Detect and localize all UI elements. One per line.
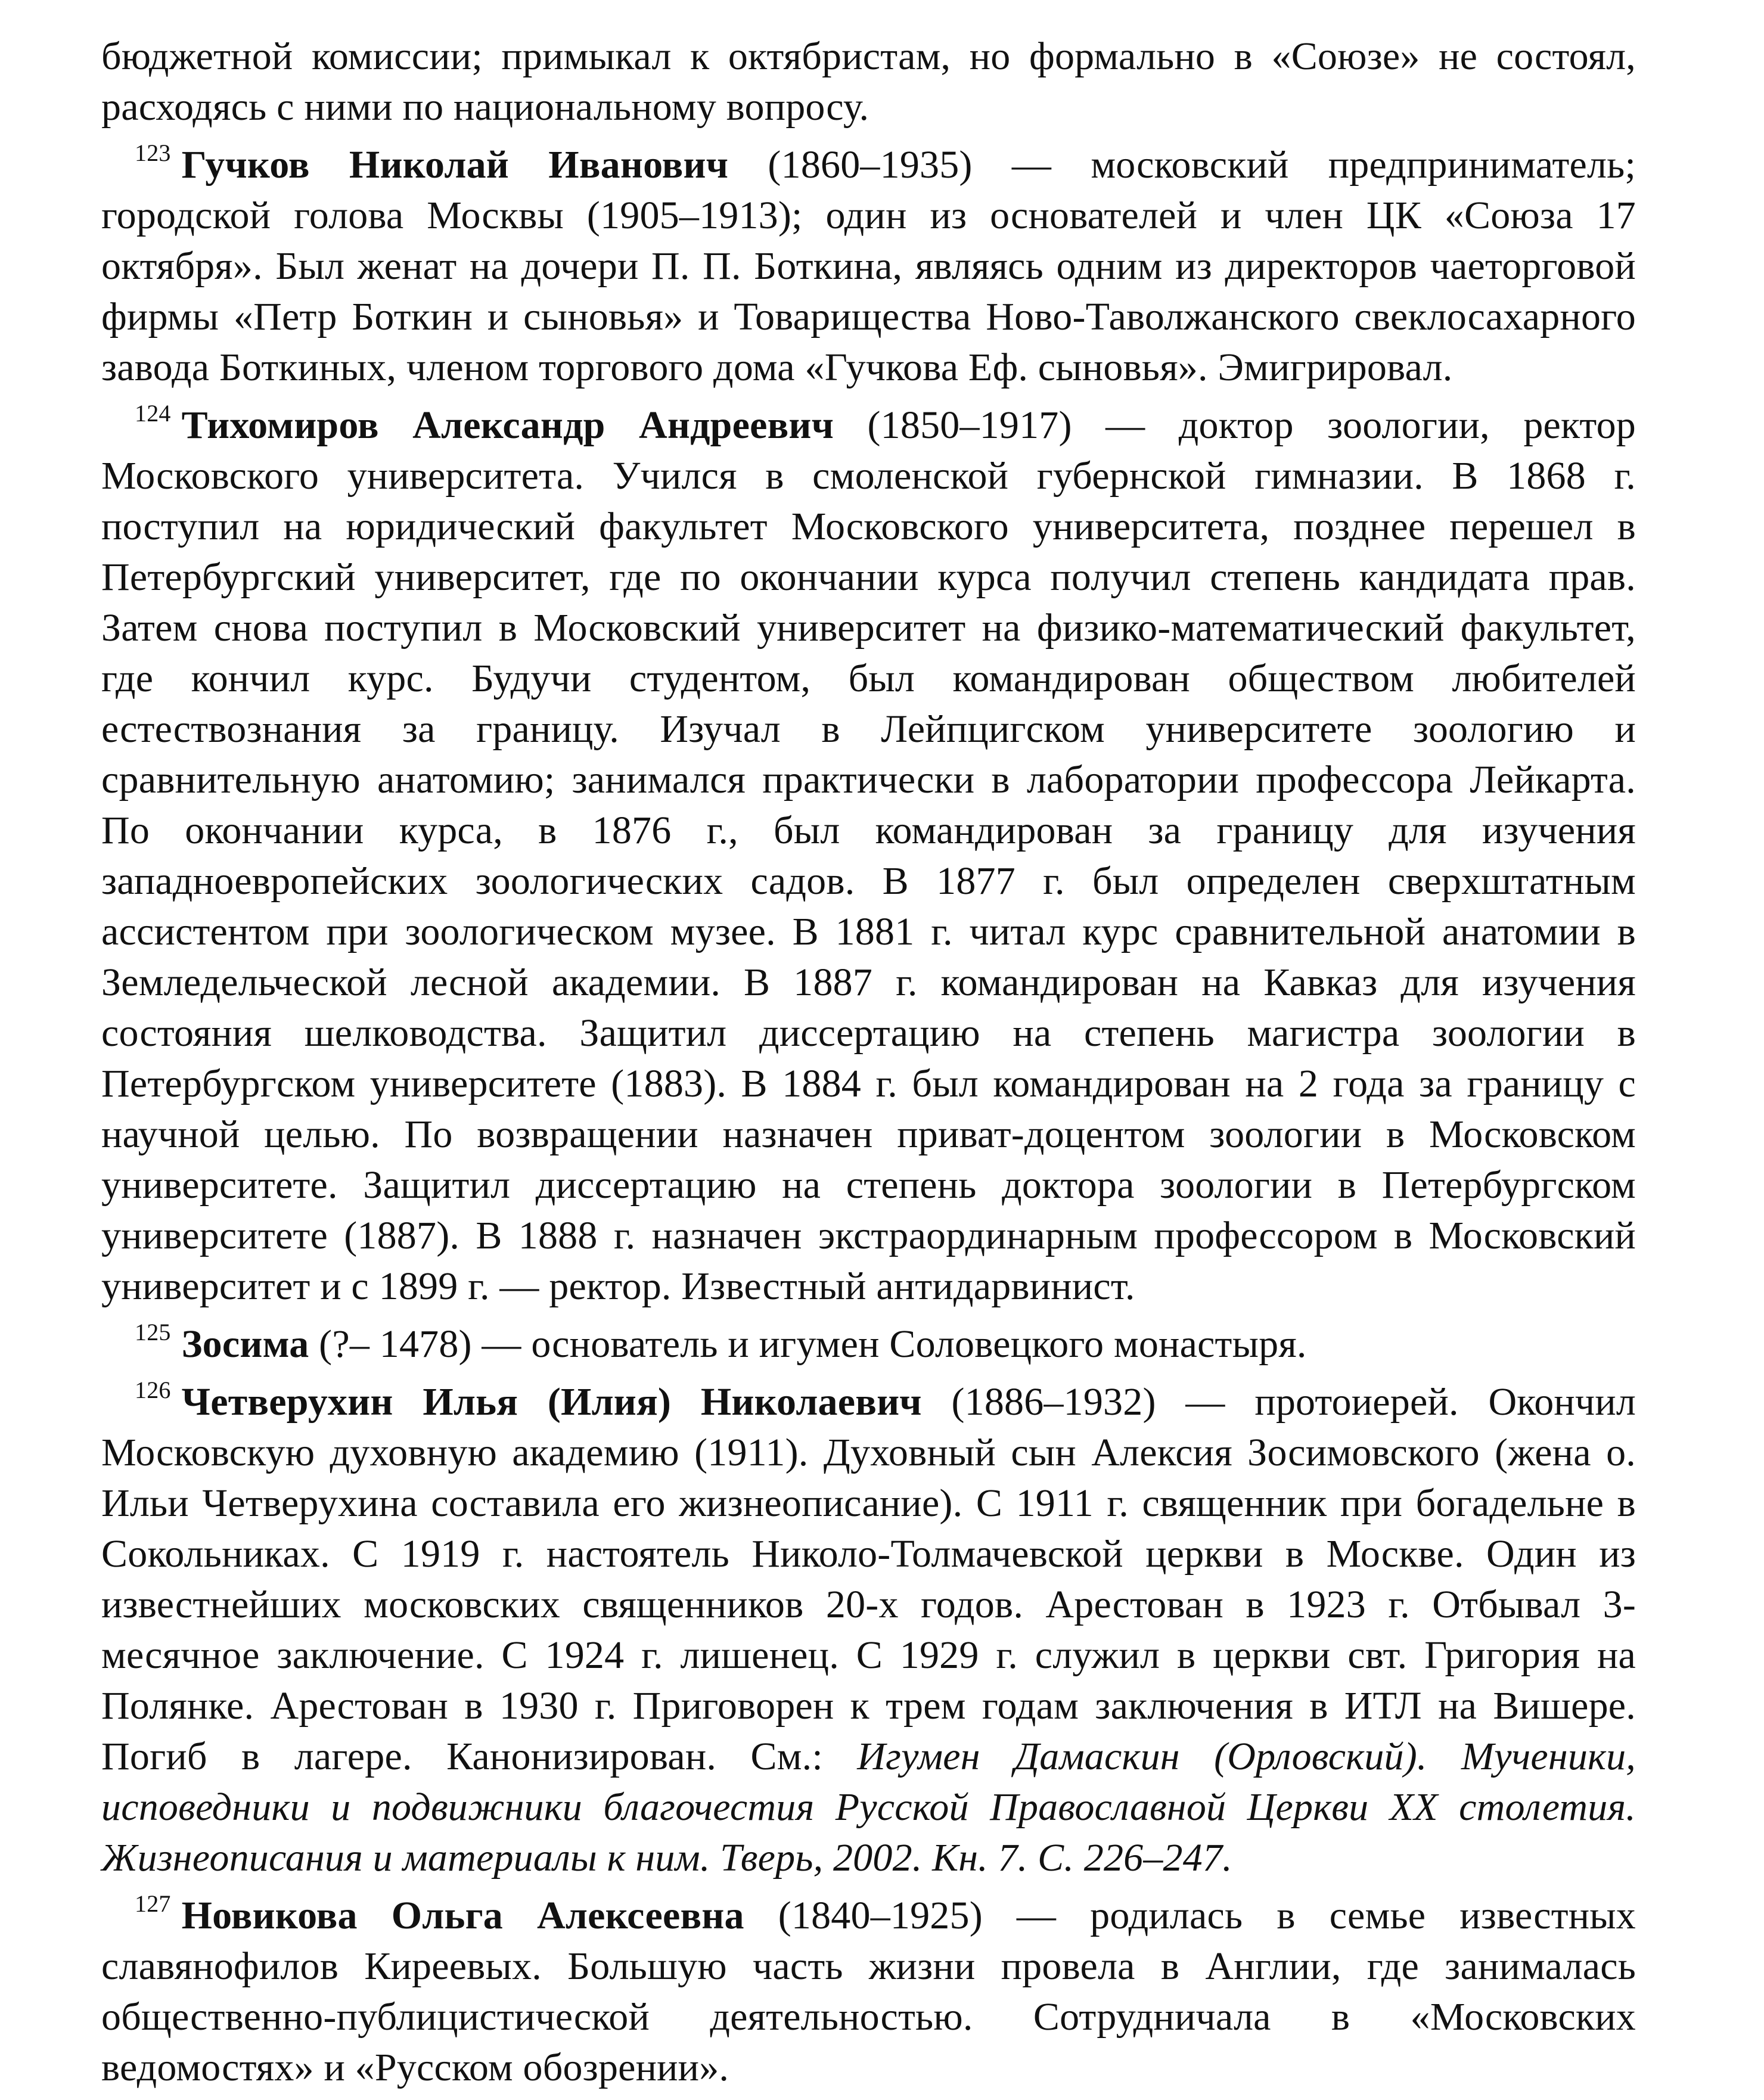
footnote-124 — [101, 400, 1636, 1312]
footnote-text: (1850–1917) — доктор зоологии, ректор Московского университета. Учился в смоленской губернской гимназии. В 1868 г. поступил на юридический факультет Московского университета, позднее перешел в Петербургский университет, где по окончании курса получил степень кандидата прав. Затем снова поступил в Московский университет на физико-математический факультет, где кончил курс. Будучи студентом, был командирован обществом любителей естествознания за границу. Изучал в Лейпцигском университете зоологию и сравнительную анатомию; занимался практически в лаборатории профессора Лейкарта. По окончании курса, в 1876 г., был командирован за границу для изучения западноевропейских зоологических садов. В 1877 г. был определен сверхштатным ассистентом при зоологическом музее. В 1881 г. читал курс сравнительной анатомии в Земледельческой лесной академии. В 1887 г. командирован на Кавказ для изучения состояния шелководства. Защитил диссертацию на степень магистра зоологии в Петербургском университете (1883). В 1884 г. был командирован на 2 года за границу с научной целью. По возвращении назначен приват-доцентом зоологии в Московском университете. Защитил диссертацию на степень доктора зоологии в Петербургском университете (1887). В 1888 г. назначен экстраординарным профессором в Московский университет и с 1899 г. — ректор. Известный антидарвинист. — [101, 403, 1636, 1308]
footnote-number: 127 — [135, 1890, 171, 1917]
footnote-text: (?– 1478) — основатель и игумен Соловецкого монастыря. — [309, 1322, 1307, 1366]
footnote-person-name: Тихомиров Александр Андреевич — [181, 403, 834, 447]
footnote-person-name: Новикова Ольга Алексеевна — [181, 1894, 744, 1937]
footnote-number: 125 — [135, 1319, 171, 1346]
footnote-number: 126 — [135, 1377, 171, 1403]
footnote-123 — [101, 139, 1636, 393]
footnote-text: (1886–1932) — протоиерей. Окончил Московскую духовную академию (1911). Духовный сын Алексия Зосимовского (жена о. Ильи Четверухина составила его жизнеописание). С 1911 г. священник при богадельне в Сокольниках. С 1919 г. настоятель Николо-Толмачевской церкви в Москве. Один из известнейших московских священников 20-х годов. Арестован в 1923 г. Отбывал 3-месячное заключение. С 1924 г. лишенец. С 1929 г. служил в церкви свт. Григория на Полянке. Арестован в 1930 г. Приговорен к трем годам заключения в ИТЛ на Вишере. Погиб в лагере. Канонизирован. См.: — [101, 1380, 1636, 1778]
footnote-number: 123 — [135, 139, 171, 166]
footnote-person-name: Зосима — [181, 1322, 309, 1366]
footnote-126 — [101, 1377, 1636, 1883]
footnote-text: (1840–1925) — родилась в семье известных славянофилов Киреевых. Большую часть жизни провела в Англии, где занималась общественно-публицистической деятельностью. Сотрудничала в «Московских ведомостях» и «Русском обозрении». — [101, 1894, 1636, 2089]
footnote-125 — [101, 1319, 1636, 1369]
footnote-reference: Игумен Дамаскин (Орловский). Мученики, исповедники и подвижники благочестия Русской Православной Церкви XX столетия. Жизнеописания и материалы к ним. Тверь, 2002. Кн. 7. С. 226–247. — [101, 1735, 1636, 1880]
continuation-paragraph: бюджетной комиссии; примыкал к октябристам, но формально в «Союзе» не состоял, расходясь с ними по национальному вопросу. — [101, 35, 1636, 129]
document-page — [101, 31, 1636, 2100]
footnote-person-name: Четверухин Илья (Илия) Николаевич — [181, 1380, 922, 1424]
footnote-number: 124 — [135, 400, 171, 427]
footnote-text: (1860–1935) — московский предприниматель; городской голова Москвы (1905–1913); один из основателей и член ЦК «Союза 17 октября». Был женат на дочери П. П. Боткина, являясь одним из директоров чаеторговой фирмы «Петр Боткин и сыновья» и Товарищества Ново-Таволжанского свеклосахарного завода Боткиных, членом торгового дома «Гучкова Еф. сыновья». Эмигрировал. — [101, 143, 1636, 389]
footnote-127 — [101, 1890, 1636, 2093]
footnote-person-name: Гучков Николай Иванович — [181, 143, 729, 187]
